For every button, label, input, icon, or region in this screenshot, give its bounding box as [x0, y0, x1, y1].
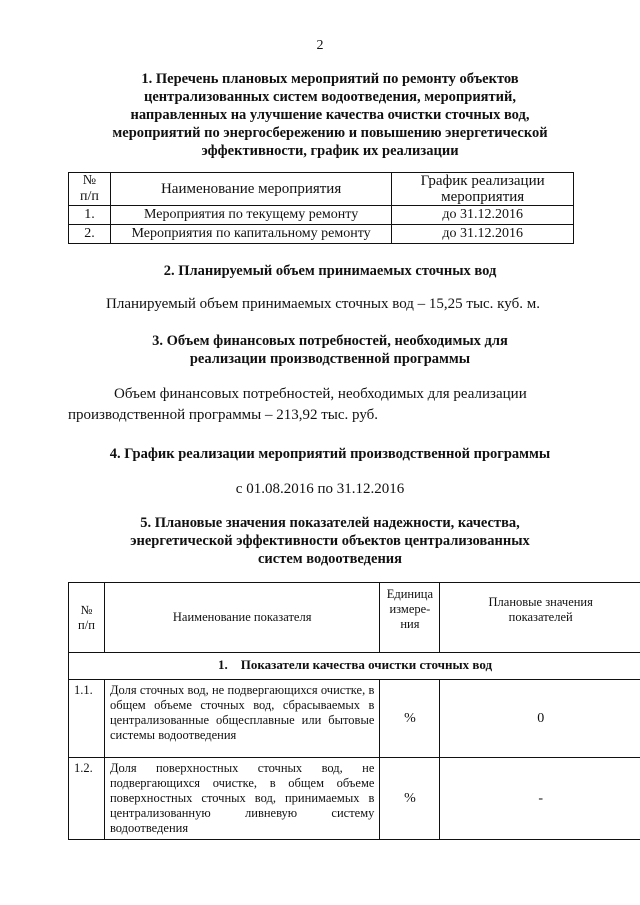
section1-title-line: 1. Перечень плановых мероприятий по ремонту объектов: [141, 71, 519, 87]
section3-text-line1: Объем финансовых потребностей, необходимых для реализации: [114, 386, 527, 402]
section2-title: 2. Планируемый объем принимаемых сточных вод: [163, 263, 497, 279]
section4-title: 4. График реализации мероприятий производственной программы: [109, 446, 551, 462]
section1-title-line: централизованных систем водоотведения, мероприятий,: [144, 89, 516, 105]
row-name: Мероприятия по текущему ремонту: [110, 206, 391, 225]
section2-text: Планируемый объем принимаемых сточных вод – 15,25 тыс. куб. м.: [106, 296, 540, 312]
section4-text: с 01.08.2016 по 31.12.2016: [235, 481, 405, 497]
section5-title: [60, 514, 600, 568]
measures-table: [68, 172, 574, 244]
column-header-name: Наименование мероприятия: [110, 173, 391, 206]
section3-text-line2: производственной программы – 213,92 тыс. руб.: [68, 407, 379, 423]
section1-title-line: эффективности, график их реализации: [201, 143, 459, 159]
section5-title-line: 5. Плановые значения показателей надежности, качества,: [140, 515, 520, 531]
header-text: Плановые значения: [488, 595, 593, 609]
group-title: 1. Показатели качества очистки сточных вод: [69, 653, 640, 680]
header-text: измере-: [389, 602, 431, 616]
section1-title: [60, 70, 600, 160]
header-text: №: [82, 173, 97, 188]
column-header-indicator: Наименование показателя: [104, 583, 379, 653]
row-name: Мероприятия по капитальному ремонту: [110, 225, 391, 244]
table-header-row: [69, 583, 640, 653]
row-indicator: Доля сточных вод, не подвергающихся очистке, в общем объеме сточных вод, сбрасываемых в централизованные общесплавные или бытовые системы водоотведения: [104, 680, 379, 758]
section3-title: [60, 332, 600, 368]
row-schedule: до 31.12.2016: [392, 225, 574, 244]
column-header-planned: [440, 583, 640, 653]
row-value: 0: [440, 680, 640, 758]
column-header-number: [69, 583, 105, 653]
section1-title-line: мероприятий по энергосбережению и повышению энергетической: [112, 125, 548, 141]
row-number: 2.: [69, 225, 111, 244]
page-number: 2: [316, 38, 324, 53]
row-number: 1.1.: [69, 680, 105, 758]
table-group-row: [69, 653, 640, 680]
table-row: [69, 225, 574, 244]
section5-title-line: энергетической эффективности объектов централизованных: [130, 533, 530, 549]
header-text: Единица: [386, 587, 434, 601]
row-indicator: Доля поверхностных сточных вод, не подвергающихся очистке, в общем объеме поверхностных сточных вод, принимаемых в централизованную ливневую систему водоотведения: [104, 758, 379, 840]
section3-title-line: 3. Объем финансовых потребностей, необходимых для: [152, 333, 508, 349]
row-value: -: [440, 758, 640, 840]
section3-title-line: реализации производственной программы: [189, 351, 471, 367]
table-row: [69, 680, 640, 758]
section5-title-line: систем водоотведения: [257, 551, 403, 567]
row-unit: %: [380, 758, 440, 840]
indicators-table: [68, 582, 640, 840]
column-header-number: [69, 173, 111, 206]
header-text: График реализации: [420, 173, 545, 189]
row-unit: %: [380, 680, 440, 758]
column-header-schedule: [392, 173, 574, 206]
header-text: п/п: [80, 189, 99, 204]
row-schedule: до 31.12.2016: [392, 206, 574, 225]
column-header-unit: [380, 583, 440, 653]
header-text: ния: [400, 617, 420, 631]
table-row: [69, 758, 640, 840]
table-row: [69, 206, 574, 225]
header-text: мероприятия: [441, 189, 525, 205]
header-text: показателей: [508, 610, 573, 624]
row-number: 1.: [69, 206, 111, 225]
table-header-row: [69, 173, 574, 206]
header-text: п/п: [78, 617, 95, 632]
header-text: №: [80, 602, 93, 617]
row-number: 1.2.: [69, 758, 105, 840]
section1-title-line: направленных на улучшение качества очистки сточных вод,: [130, 107, 530, 123]
